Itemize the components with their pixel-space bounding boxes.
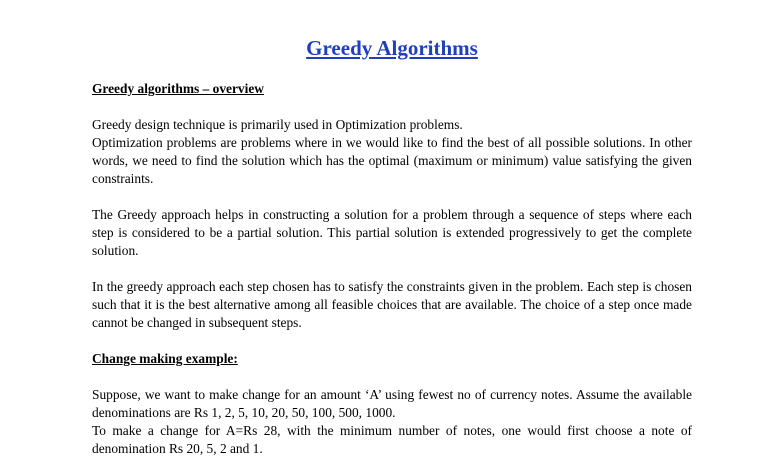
paragraph-change-example: To make a change for A=Rs 28, with the minimum number of notes, one would first choose a note of denomination Rs 20, 5, 2 and 1. [92,423,692,456]
spacer [92,188,692,206]
paragraph-intro: Greedy design technique is primarily used in Optimization problems. [92,117,463,132]
document-title: Greedy Algorithms [306,36,478,60]
spacer [92,332,692,350]
section-heading-overview: Greedy algorithms – overview [92,81,264,96]
spacer [92,98,692,116]
paragraph-step-constraints: In the greedy approach each step chosen has to satisfy the constraints given in the problem. Each step is chosen such that it is the best alternative among all feasible choices that are available. The choice of a step once made cannot be changed in subsequent steps. [92,279,692,330]
spacer [92,260,692,278]
document-body [92,80,692,458]
spacer [92,368,692,386]
paragraph-change-problem: Suppose, we want to make change for an amount ‘A’ using fewest no of currency notes. Assume the available denominations are Rs 1, 2, 5, 10, 20, 50, 100, 500, 1000. [92,387,692,420]
paragraph-optimization: Optimization problems are problems where in we would like to find the best of all possible solutions. In other words, we need to find the solution which has the optimal (maximum or minimum) value satisfying the given constraints. [92,135,692,186]
section-heading-change-making: Change making example: [92,351,238,366]
paragraph-greedy-approach: The Greedy approach helps in constructing a solution for a problem through a sequence of steps where each step is considered to be a partial solution. This partial solution is extended progressively to get the complete solution. [92,207,692,258]
